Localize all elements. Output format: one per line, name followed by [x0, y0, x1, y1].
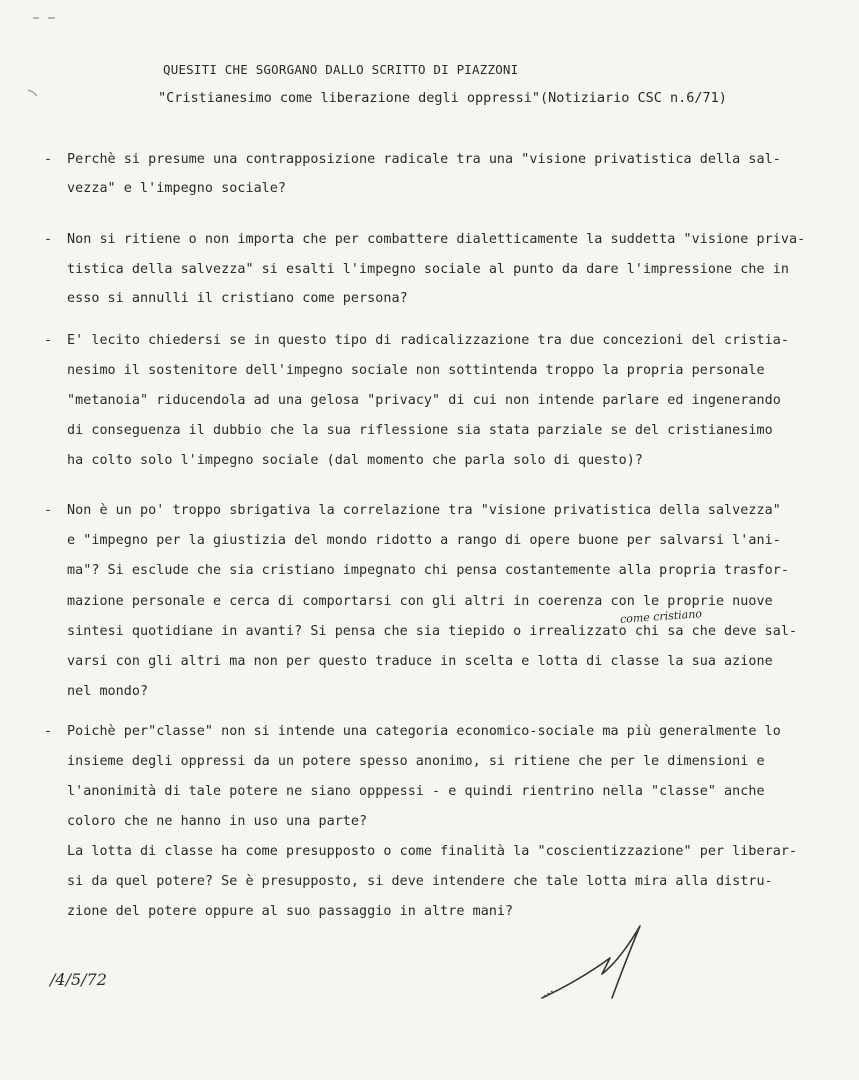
paragraph-line: si da quel potere? Se è presupposto, si deve intendere che tale lotta mira alla distru-	[67, 874, 773, 889]
paragraph-line: nel mondo?	[67, 684, 149, 699]
paragraph-line: ma"? Si esclude che sia cristiano impegnato chi pensa costantemente alla propria trasfor-	[67, 563, 789, 578]
paragraph-line: zione del potere oppure al suo passaggio in altre mani?	[67, 904, 514, 919]
bullet-dash: -	[44, 724, 53, 739]
bullet-dash: -	[44, 232, 53, 247]
document-title: QUESITI CHE SGORGANO DALLO SCRITTO DI PIAZZONI	[163, 62, 519, 77]
paragraph-line: esso si annulli il cristiano come persona?	[67, 291, 408, 306]
document-date: /4/5/72	[50, 970, 107, 989]
paragraph-line: Non è un po' troppo sbrigativa la correlazione tra "visione privatistica della salvezza"	[67, 503, 781, 518]
handwritten-signature	[540, 920, 660, 1010]
paragraph-line: insieme degli oppressi da un potere spesso anonimo, si ritiene che per le dimensioni e	[67, 754, 765, 769]
bullet-dash: -	[44, 333, 53, 348]
paragraph-line: di conseguenza il dubbio che la sua riflessione sia stata parziale se del cristianesimo	[67, 423, 773, 438]
paragraph-line: "metanoia" riducendola ad una gelosa "privacy" di cui non intende parlare ed ingenerando	[67, 393, 781, 408]
paragraph-line: coloro che ne hanno in uso una parte?	[67, 814, 368, 829]
handwritten-insert: come cristiano	[619, 607, 703, 626]
paragraph-line: E' lecito chiedersi se in questo tipo di radicalizzazione tra due concezioni del cristia-	[67, 333, 789, 348]
paragraph-line: Poichè per"classe" non si intende una categoria economico-sociale ma più generalmente lo	[67, 724, 781, 739]
paragraph-line: Non si ritiene o non importa che per combattere dialetticamente la suddetta "visione priva-	[67, 232, 806, 247]
bullet-dash: -	[44, 152, 53, 167]
paragraph-line: ha colto solo l'impegno sociale (dal momento che parla solo di questo)?	[67, 453, 643, 468]
paragraph-line: mazione personale e cerca di comportarsi con gli altri in coerenza con le proprie nuove	[67, 594, 773, 609]
paragraph-line: nesimo il sostenitore dell'impegno sociale non sottintenda troppo la propria personale	[67, 363, 765, 378]
paragraph-line: sintesi quotidiane in avanti? Si pensa che sia tiepido o irrealizzato chi sa che deve sal-	[67, 624, 798, 639]
paragraph-line: varsi con gli altri ma non per questo traduce in scelta e lotta di classe la sua azione	[67, 654, 773, 669]
bullet-dash: -	[44, 503, 53, 518]
paragraph-line: vezza" e l'impegno sociale?	[67, 181, 287, 196]
paragraph-line: l'anonimità di tale potere ne siano opppessi - e quindi rientrino nella "classe" anche	[67, 784, 765, 799]
paragraph-line: La lotta di classe ha come presupposto o come finalità la "coscientizzazione" per liberar-	[67, 844, 798, 859]
paragraph-line: Perchè si presume una contrapposizione radicale tra una "visione privatistica della sal-	[67, 152, 781, 167]
paragraph-line: tistica della salvezza" si esalti l'impegno sociale al punto da dare l'impressione che in	[67, 262, 789, 277]
paragraph-line: e "impegno per la giustizia del mondo ridotto a rango di opere buone per salvarsi l'ani-	[67, 533, 781, 548]
document-subtitle: "Cristianesimo come liberazione degli oppressi"(Notiziario CSC n.6/71)	[158, 90, 727, 106]
